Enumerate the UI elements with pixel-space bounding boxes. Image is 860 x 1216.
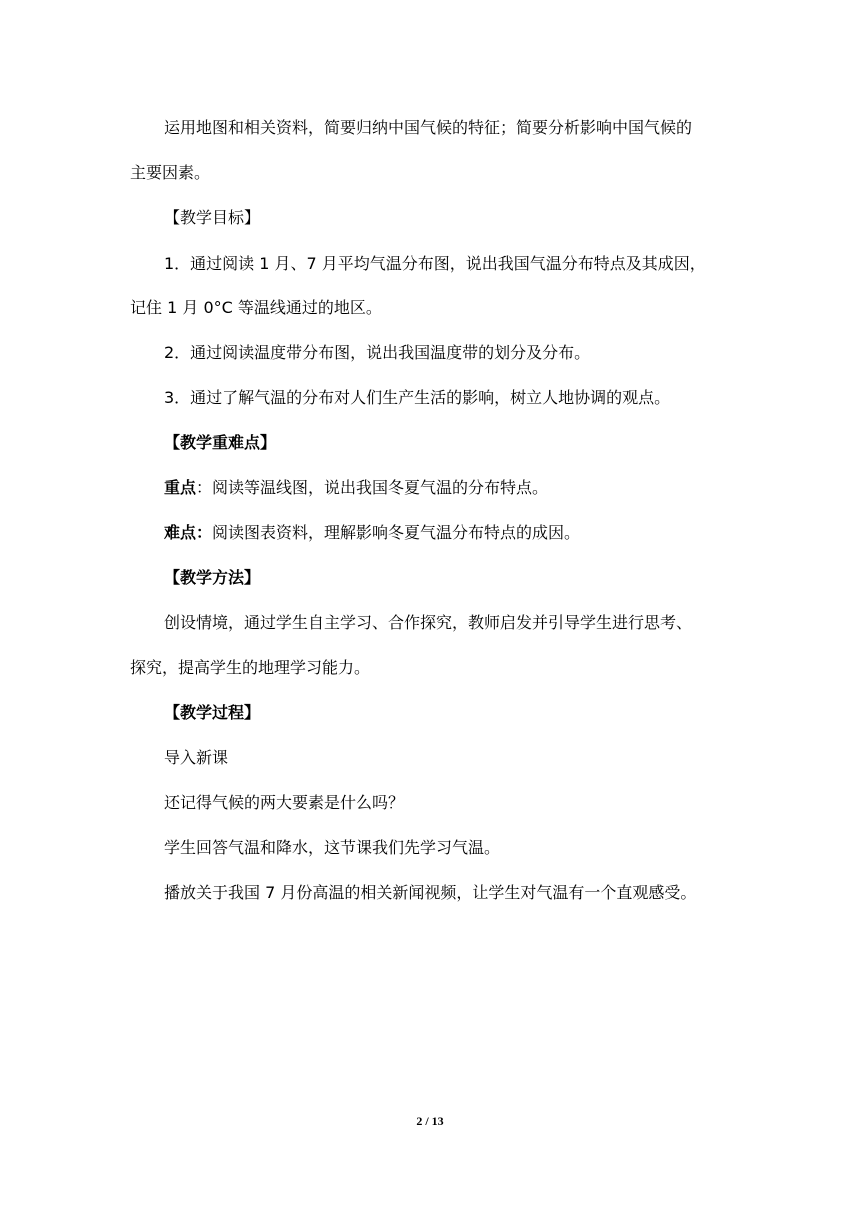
goal-1-line-1: 1．通过阅读 1 月、7 月平均气温分布图，说出我国气温分布特点及其成因， [164, 254, 706, 273]
goals-heading: 【教学目标】 [164, 208, 261, 227]
video-line: 播放关于我国 7 月份高温的相关新闻视频，让学生对气温有一个直观感受。 [164, 883, 697, 902]
keypoints-heading: 【教学重难点】 [164, 433, 277, 452]
methods-line-1: 创设情境，通过学生自主学习、合作探究，教师启发并引导学生进行思考、 [164, 613, 693, 632]
goal-2: 2．通过阅读温度带分布图，说出我国温度带的划分及分布。 [164, 343, 591, 362]
goal-1-line-2: 记住 1 月 0°C 等温线通过的地区。 [130, 298, 382, 317]
answer-line: 学生回答气温和降水，这节课我们先学习气温。 [164, 838, 501, 857]
difficulty-paragraph [164, 522, 764, 544]
difficulty-text: 阅读图表资料，理解影响冬夏气温分布特点的成因。 [212, 523, 581, 542]
methods-heading: 【教学方法】 [164, 568, 261, 587]
question-line: 还记得气候的两大要素是什么吗？ [164, 793, 405, 812]
focus-paragraph [164, 477, 764, 499]
intro-paragraph-line-1: 运用地图和相关资料，简要归纳中国气候的特征；简要分析影响中国气候的 [164, 118, 693, 137]
intro-lesson: 导入新课 [164, 748, 229, 767]
focus-text: ：阅读等温线图，说出我国冬夏气温的分布特点。 [196, 478, 549, 497]
difficulty-label: 难点： [164, 523, 213, 542]
page-number: 2 / 13 [416, 1114, 444, 1128]
methods-line-2: 探究，提高学生的地理学习能力。 [130, 658, 371, 677]
focus-label: 重点 [164, 478, 197, 497]
process-heading: 【教学过程】 [164, 703, 261, 722]
goal-3: 3．通过了解气温的分布对人们生产生活的影响，树立人地协调的观点。 [164, 388, 671, 407]
intro-paragraph-line-2: 主要因素。 [130, 163, 211, 182]
